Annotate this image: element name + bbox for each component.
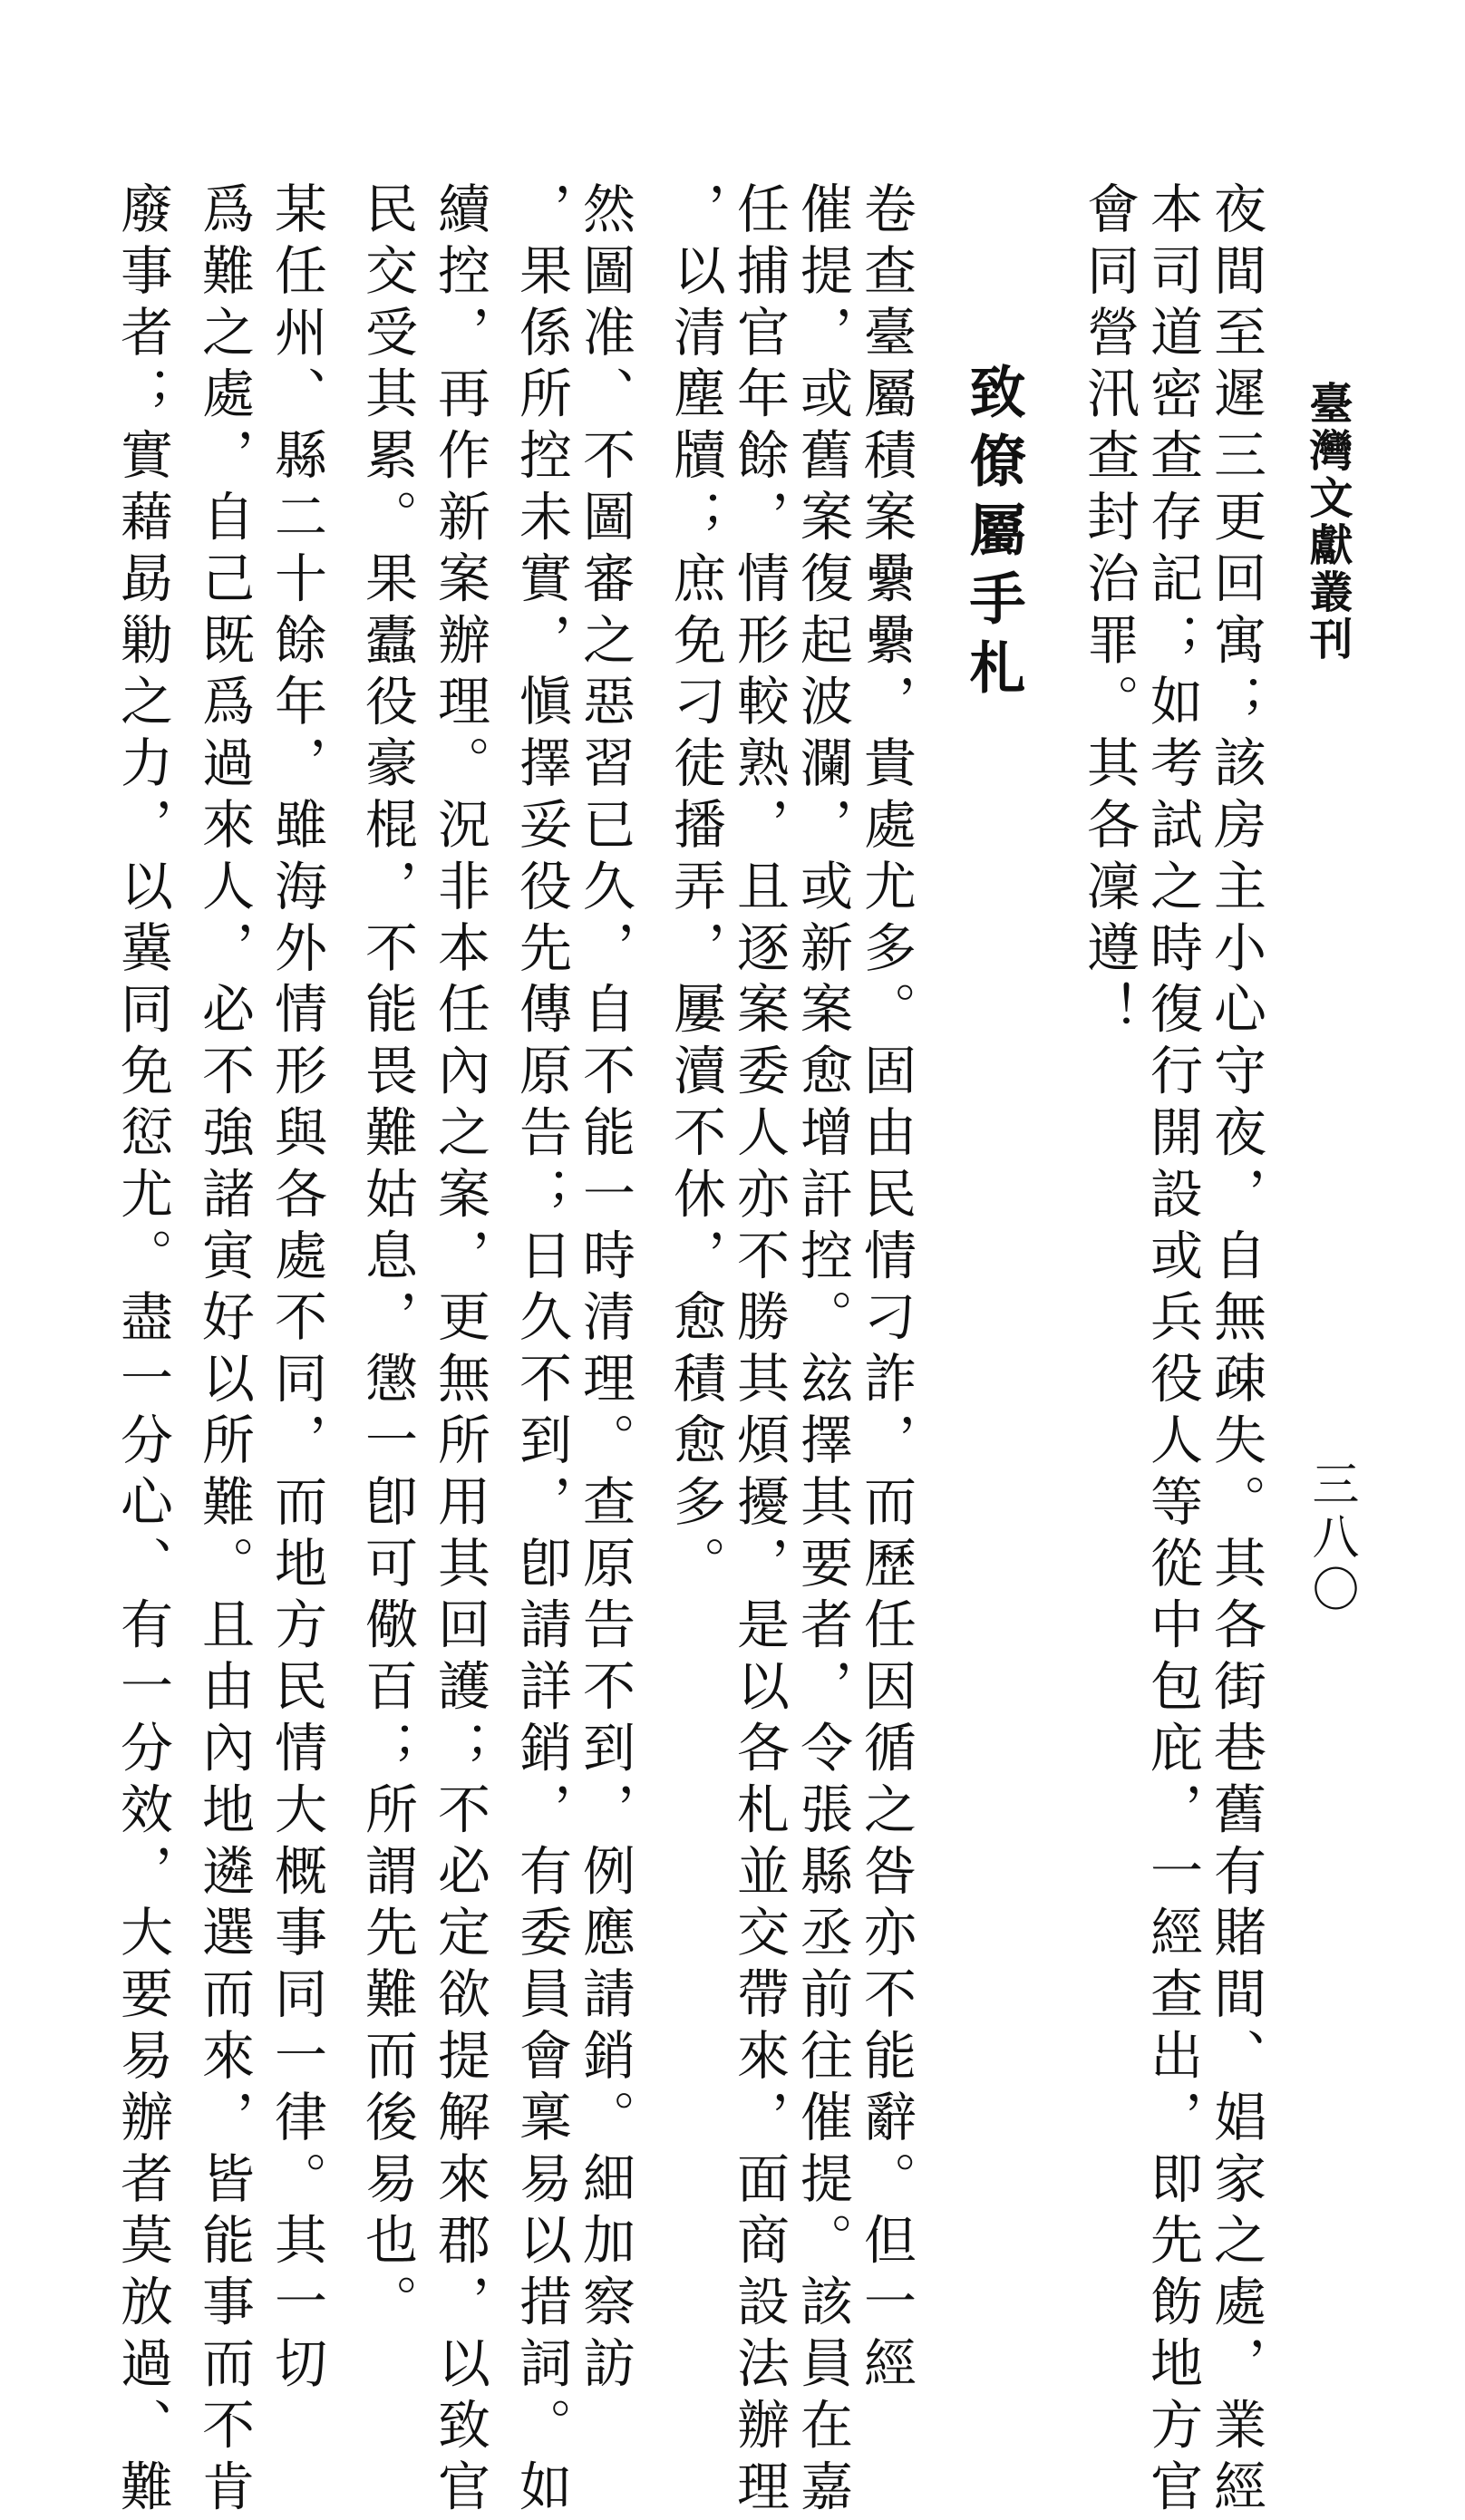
- text-line: 本司道密查存記；如考試之時復行開設或兵役人等從中包庇，一經查出，即先飭地方官: [1141, 181, 1203, 2520]
- text-line: 然圖准、不圖審之惡習已久，自不能一時清理。查原告不到，例應請銷。細加察訪: [574, 181, 635, 2398]
- text-line: 續控，再作新案辦理。況非本任內之案，更無所用其回護；不必定欲提解來郡，以致官: [429, 181, 490, 2520]
- text-line: 某任州、縣二十餘年，雖海外情形與各處不同，而地方民情大概事同一律。其一切: [266, 181, 327, 2398]
- text-line: 任捕官年餘，情形較熟，且逐案委人亦不勝其煩擾，是以各札並交帶來，面商設法辦理: [728, 181, 790, 2520]
- text-line: 催提，或舊案復起波瀾，或新案愈增訐控。玆擇其要者，令張縣丞前往催提。該員在嘉: [791, 181, 853, 2520]
- section-title: 致僚屬手札: [960, 363, 1026, 707]
- text-line: ，以清塵牘；庶免刁徒播弄，屢瀆不休，愈積愈多。: [665, 181, 726, 1597]
- text-line: 會同營汛查封治罪。其各凜遵！: [1078, 181, 1140, 1043]
- text-line: ，果係所控未實，愼擇妥役先傳原告；日久不到，卽請詳銷，有委員會稟易以措詞。如: [510, 181, 572, 2520]
- text-line: 民交受其累。果蠹役豪棍，不能畏難姑息，懲一卽可儆百；所謂先難而後易也。: [356, 181, 418, 2336]
- text-line: 夜間至遲三更回寓；該房主小心守夜，自無疎失。其各街巷舊有賭間、娼家之處，業經: [1205, 181, 1266, 2520]
- page-number: 三八〇: [1304, 1459, 1358, 1617]
- text-line: 卷查臺屬積案纍纍，貴處尤多。固由民情刁詐，而歷任因循之咎亦不能辭。但一經: [855, 181, 917, 2398]
- text-line: 廢事者；實藉勗勦之力，以冀同免愆尤。盡一分心、有一分效，大要易辦者莫放過、難: [112, 181, 173, 2520]
- series-title: 臺灣文獻叢刊: [1302, 381, 1353, 664]
- text-line: 爲難之處，自己既爲過來人，必不強諸寅好以所難。且由內地遴選而來，皆能事而不肯: [193, 181, 255, 2520]
